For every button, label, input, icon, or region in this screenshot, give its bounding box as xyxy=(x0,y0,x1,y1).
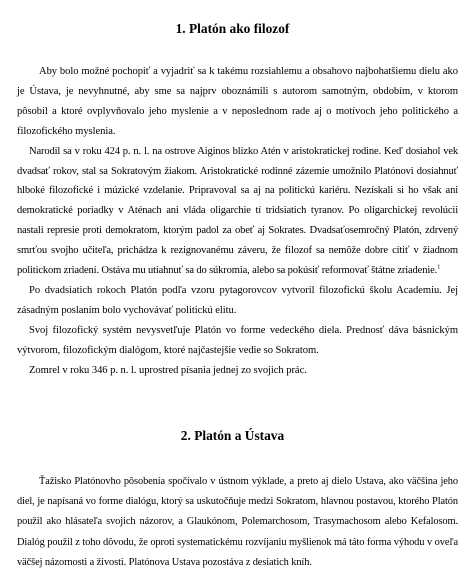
paragraph: Zomrel v roku 346 p. n. l. uprostred písania jednej zo svojich prác. xyxy=(29,364,307,376)
paragraph xyxy=(17,142,458,281)
section-1-body xyxy=(17,62,458,381)
paragraph: Po dvadsiatich rokoch Platón podľa vzoru pytagorovcov vytvoril filozofickú školu Academiu. Jej zásadným poslaním bolo vychovávať politickú elitu. xyxy=(17,284,458,316)
paragraph-text: Narodil sa v roku 424 p. n. l. na ostrove Aiginos blízko Atén v aristokratickej rodine. Keď dosiahol vek dvadsať rokov, stal sa Sokratovým žiakom. Aristokratické rodinné zázemie umožnilo Platónovi dosiahnuť hlboké filozofické i múzické vzdelanie. Pripravoval sa aj na politickú kariéru. Nezískali si ho však ani demokratické poriadky v Aténach ani vláda oligarchie tí tridsiatich tyranov. Po oligarchickej revolúcii nastali represie proti demokratom, ktorým padol za obeť aj Sokrates. Dvadsaťosemročný Platón, zdrvený smrťou svojho učiteľa, prichádza k rezignovanému záveru, že filozof sa nemôže dobre cítiť v žiadnom politickom zriadení. Ostáva mu utiahnuť sa do súkromia, alebo sa pokúsiť reformovať štátne zriadenie. xyxy=(17,145,458,277)
section-2-body xyxy=(17,472,458,573)
paragraph: Ťažisko Platónovho pôsobenia spočívalo v ústnom výklade, a preto aj dielo Ustava, ako väčšina jeho diel, je napísaná vo forme dialógu, ktorý sa uskutočňuje medzi Sokratom, hlavnou postavou, ktorého Platón použil ako hlásateľa svojich názorov, a Glaukónom, Polemarchosom, Trasymachosom alebo Kefalosom. Dialóg použil z toho dôvodu, že oproti systematickému rozvíjaniu myšlienok má táto forma výhodu v oveľa väčšej názornosti a živosti. Platónova Ustava pozostáva z desiatich kníh. xyxy=(17,476,458,568)
footnote-marker: 1 xyxy=(437,263,441,271)
section-1-heading: 1. Platón ako filozof xyxy=(175,21,290,36)
paragraph: Aby bolo možné pochopiť a vyjadriť sa k takému rozsiahlemu a obsahovo najbohatšiemu dielu ako je Ústava, je nevyhnutné, aby sme sa najprv oboznámili s autorom samotným, obdobím, v ktorom pôsobil a ktoré ovplyvňovalo jeho myslenie a v neposlednom rade aj o motívoch jeho politického a filozofického myslenia. xyxy=(17,66,458,137)
section-2-heading: 2. Platón a Ústava xyxy=(180,428,285,443)
paragraph: Svoj filozofický systém nevysvetľuje Platón vo forme vedeckého diela. Prednosť dáva básnickým výtvorom, filozofickým dialógom, ktoré najčastejšie vedie so Sokratom. xyxy=(17,324,458,356)
